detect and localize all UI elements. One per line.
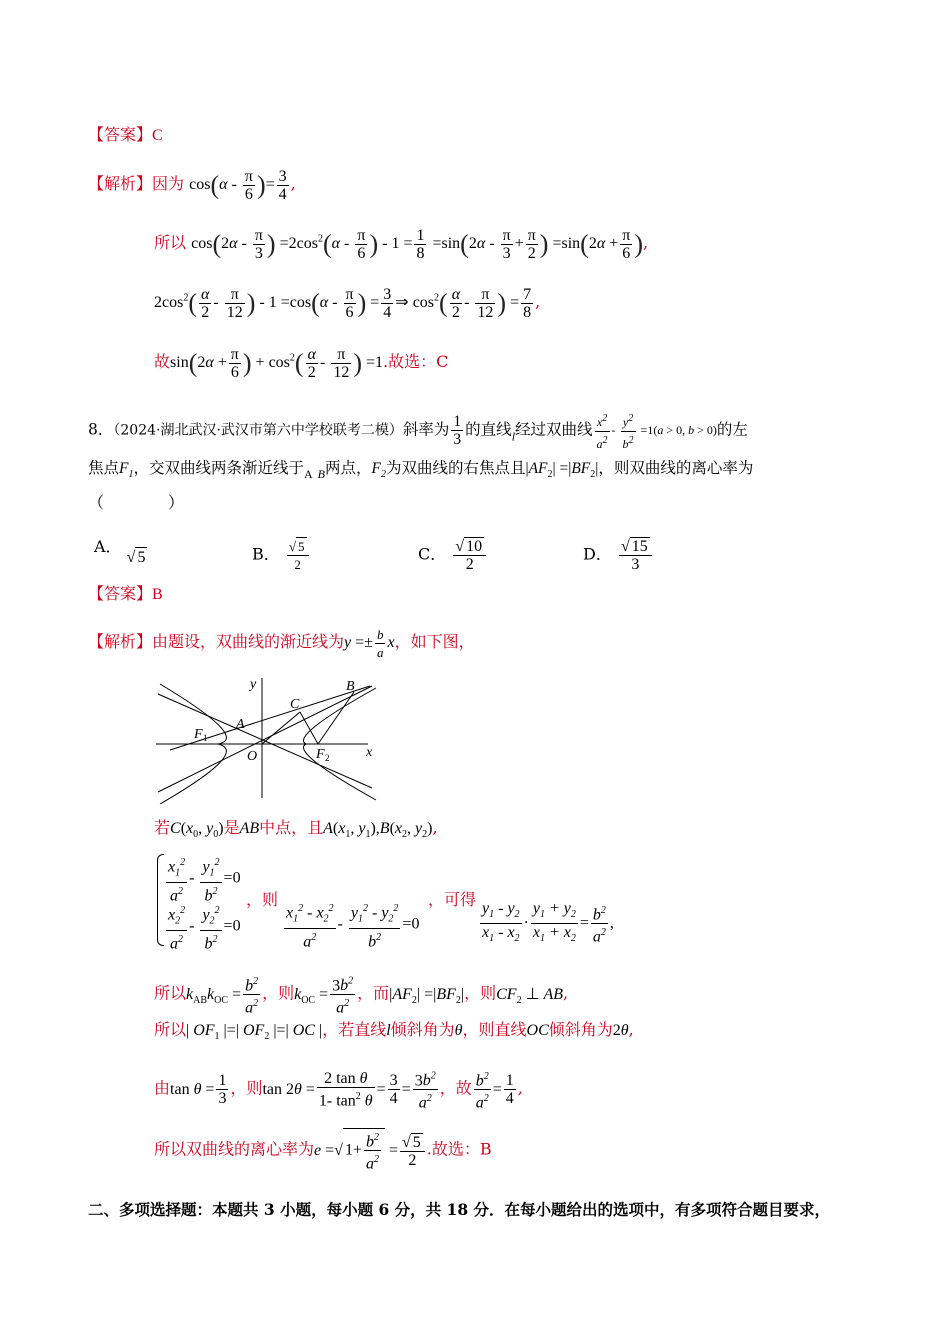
f2-symbol: $F_2$ <box>371 460 386 481</box>
system-eq-2: $\frac{x_2^2}{a^2}$ - $\frac{y_2^2}{b^2}$ =0 <box>164 902 241 952</box>
tan-theta: tan θ = $\frac{1}{3}$ <box>170 1072 227 1108</box>
stem-text: 焦点 <box>88 459 120 477</box>
q8-answer <box>88 584 163 605</box>
answer-value: C <box>152 127 163 144</box>
solution-text: 所以双曲线的离心率为 <box>154 1139 315 1159</box>
q8-solution-4: 所以$k_{AB}k_{OC}$ = $\frac{b^2}{a^2}$ ，则$k_{OC}$ = $\frac{3b^2}{a^2}$ ，而$|AF_2| =|BF_2|$，则$CF_2$ ⊥ AB, <box>154 973 568 1017</box>
slope-fraction: $\frac{1}{3}$ <box>453 412 462 448</box>
question-number: 8． <box>88 420 114 439</box>
stem-text: 两点， <box>324 459 372 477</box>
system-eq-1: $\frac{x_1^2}{a^2}$ - $\frac{y_1^2}{b^2}$ =0 <box>164 854 241 904</box>
analysis-label: 【解析】 <box>88 632 153 652</box>
point-a: A <box>304 467 313 481</box>
option-d-value: $\frac{√ 15}{3}$ <box>619 537 652 573</box>
stem-text: 的左 <box>716 420 748 439</box>
label-f1-subscript: 1 <box>203 733 208 743</box>
koc-equation: $k_{OC}$ = $\frac{3b^2}{a^2}$ <box>294 986 357 1003</box>
q8-blank: （ ） <box>88 493 185 512</box>
analysis-text: 由题设，双曲线的渐近线为 <box>152 632 345 652</box>
text-so: 所以 <box>154 233 187 253</box>
solution-text: ，若直线 <box>322 1020 387 1039</box>
formula-q7-4: sin(2α + $\frac{\pi}{6}$ ) + $\cos^2$( $\frac{\alpha}{2}$ - $\frac{\pi}{12}$ ) =1 <box>170 346 384 381</box>
option-a-value: √ 5 <box>126 549 146 566</box>
solution-text: .故选：B <box>426 1139 492 1159</box>
solution-text: ，故 <box>439 1078 472 1098</box>
q7-analysis-line2: 所以 cos(2α - $\frac{\pi}{3}$ ) $=2\cos^2(\alpha$ - $\frac{\pi}{6}$ ) - 1 = $\frac{1}{8}$ =sin(2α - $\frac{\pi}{3}$ + $\frac{\pi}{2}$ ) =sin(2α + $\frac{\pi}{6}$ ), <box>154 227 649 262</box>
solution-text: 由 <box>154 1078 171 1098</box>
q8-analysis-intro <box>88 626 475 661</box>
text-because: 因为 <box>152 174 185 194</box>
q8-solution-1: 若$C(x_0$, $y_0$)是AB中点，且$A(x_1$, $y_1),B(x_2$, $y_2$), <box>154 818 438 841</box>
line-l: l <box>511 429 516 444</box>
q8-stem-line2 <box>88 458 753 485</box>
solution-text: 所以 <box>154 1020 187 1039</box>
formula-q7-2: cos(2α - $\frac{\pi}{3}$ ) $=2\cos^2(\alpha$ - $\frac{\pi}{6}$ ) - 1 = $\frac{1}{8}$ =sin(2α - $\frac{\pi}{3}$ + $\frac{\pi}{2}$ ) =sin(2α + $\frac{\pi}{6}$ ) <box>191 227 643 262</box>
q8-solution-7 <box>154 1128 492 1173</box>
asymptote-formula: y =± $\frac{b}{a}$ x <box>344 627 395 660</box>
formula-q7-1: cos(α - $\frac{\pi}{6}$ )= $\frac{3}{4}$ <box>189 168 287 203</box>
answer-label: 【答案】 <box>88 584 153 603</box>
q8-solution-5: 所以| $OF_1$ |=| $OF_2$ |=| OC |，若直线l倾斜角为θ，则直线OC倾斜角为2θ, <box>154 1020 634 1043</box>
symbol-l: l <box>386 1022 391 1039</box>
solution-text: 中点，且 <box>259 818 324 837</box>
segment-bf2 <box>318 692 354 744</box>
solution-text: 所以 <box>154 983 187 1003</box>
asymptote-pos <box>158 686 372 792</box>
solution-text: 是 <box>223 818 240 837</box>
of1-of2-oc-equal: | $OF_1$ |=| $OF_2$ |=| OC | <box>186 1022 323 1043</box>
condition-af2-bf2: $|AF_2| =|BF_2|$ <box>525 460 599 481</box>
stem-text: 斜率为 <box>402 420 450 439</box>
kab-koc-equation: $k_{AB}k_{OC}$ = $\frac{b^2}{a^2}$ <box>186 986 262 1003</box>
stem-text: 的直线 <box>465 420 512 439</box>
eccentricity-formula: e =√ 1+ $\frac{b^2}{a^2}$ = $\frac{√ 5}{2}$ <box>314 1142 427 1159</box>
solution-text: 倾斜角为 <box>390 1020 455 1039</box>
solution-text: ，可得 <box>428 890 477 909</box>
stem-text: ，交双曲线两条渐近线于 <box>133 459 304 477</box>
label-x: x <box>366 745 373 760</box>
points-ab-coords: $A(x_1$, $y_1),B(x_2$, $y_2$) <box>323 820 433 841</box>
option-a[interactable] <box>94 537 147 566</box>
q8-stem-line1 <box>88 410 748 453</box>
solution-text: ，则 <box>230 1078 263 1098</box>
solution-text: ，则 <box>246 890 279 909</box>
q7-answer <box>88 125 163 146</box>
label-a: A <box>236 717 245 732</box>
point-c-coords: $C(x_0$, $y_0$) <box>170 820 224 841</box>
formula-q7-3: $2\cos^2$( $\frac{\alpha}{2}$ - $\frac{\pi}{12}$ ) - 1 =cos(α - $\frac{\pi}{6}$ ) = $\frac{3}{4}$ ⇒ $\cos^2$( $\frac{\alpha}{2}$ - $\frac{\pi}{12}$ ) = $\frac{7}{8}$ <box>154 286 532 321</box>
solution-text: 倾斜角为 <box>548 1020 613 1039</box>
tan-2theta: tan 2θ = $\frac{\text{2 tan θ}}{1- \tan^2 \theta}$ = $\frac{3}{4}$ = $\frac{3b^2}{a^2}$ <box>262 1081 439 1098</box>
label-b: B <box>346 679 355 694</box>
q7-analysis-line4 <box>154 346 448 381</box>
solution-text: ，则 <box>464 983 497 1003</box>
option-c-value: $\frac{√ 10}{2}$ <box>453 537 486 573</box>
q7-analysis-line1: 【解析】因为 cos(α - $\frac{\pi}{6}$ )= $\frac{3}{4}$ , <box>88 168 296 203</box>
q8-solution-3 <box>428 890 476 910</box>
f1-symbol: $F_1$ <box>119 460 134 481</box>
q8-solution-2 <box>246 890 278 910</box>
label-f2: F <box>316 747 325 762</box>
system-brace <box>157 854 164 946</box>
q8-solution-6: 由tan θ = $\frac{1}{3}$ ，则tan 2θ = $\frac{\text{2 tan θ}}{1- \tan^2 \theta}$ = $\frac{3}{4}$ = $\frac{3b^2}{a^2}$ ，故 $\frac{b^2}{a^2}$ = $\frac{1}{4}$ , <box>154 1068 523 1112</box>
label-f1: F <box>194 727 203 742</box>
answer-label: 【答案】 <box>88 125 153 144</box>
option-a-label: A． <box>94 537 122 556</box>
option-b-value: $\frac{√ 5}{2}$ <box>287 537 309 573</box>
cf2-perp-ab: $CF_2$ ⊥ AB <box>496 985 564 1006</box>
option-c-label: C． <box>418 544 447 564</box>
label-c: C <box>290 697 300 712</box>
analysis-text: ，如下图， <box>394 632 475 652</box>
label-o: O <box>247 749 258 764</box>
symbol-2theta: 2θ <box>612 1022 629 1039</box>
solution-text: 若 <box>154 818 171 837</box>
solution-text: ，则直线 <box>462 1020 527 1039</box>
option-b[interactable] <box>252 537 311 573</box>
b2-over-a2: $\frac{b^2}{a^2}$ = $\frac{1}{4}$ <box>472 1081 518 1098</box>
section-2-heading: 二、多项选择题：本题共 3 小题，每小题 6 分，共 18 分．在每小题给出的选项中，有多项符合题目要求， <box>88 1200 831 1219</box>
option-c[interactable] <box>418 537 488 573</box>
analysis-label: 【解析】 <box>88 174 153 194</box>
stem-text: 经过双曲线 <box>515 420 593 439</box>
difference-equation: $\frac{x_1^2 - x_2^2}{a^2}$ - $\frac{y_1^2 - y_2^2}{b^2}$ =0 <box>282 900 419 950</box>
q7-analysis-line3: $2\cos^2$( $\frac{\alpha}{2}$ - $\frac{\pi}{12}$ ) - 1 =cos(α - $\frac{\pi}{6}$ ) = $\frac{3}{4}$ ⇒ $\cos^2$( $\frac{\alpha}{2}$ - $\frac{\pi}{12}$ ) = $\frac{7}{8}$ , <box>154 286 541 321</box>
answer-value: B <box>152 586 163 603</box>
option-b-label: B． <box>252 544 280 564</box>
label-y: y <box>250 677 257 692</box>
stem-text: 为双曲线的右焦点且 <box>385 459 526 477</box>
point-b: B <box>317 467 325 481</box>
option-d-label: D． <box>583 544 612 564</box>
symbol-oc: OC <box>526 1022 549 1039</box>
symbol-theta: θ <box>454 1022 463 1039</box>
stem-text: ，则双曲线的离心率为 <box>598 459 754 477</box>
af2-bf2-equal: $|AF_2| =|BF_2|$ <box>389 985 465 1006</box>
solution-text: ，而 <box>357 983 390 1003</box>
hyperbola-equation: $\frac{x^2}{a^2}$ - $\frac{y^2}{b^2}$ =1(a > 0, b > 0) <box>593 423 717 437</box>
segment-ab: AB <box>239 820 260 837</box>
solution-text: ，则 <box>262 983 295 1003</box>
question-source: （2024·湖北武汉·武汉市第六中学校联考二模） <box>113 422 403 439</box>
label-f2-subscript: 2 <box>325 753 330 763</box>
text-choose-c: .故选：C <box>383 352 449 372</box>
option-d[interactable] <box>583 537 654 573</box>
segment-oc <box>262 712 300 744</box>
hyperbola-figure <box>150 672 390 804</box>
text-therefore: 故 <box>154 352 171 372</box>
slope-product-equation: $\frac{y_1 - y_2}{x_1 - x_2}$ · $\frac{y_1 + y_2}{x_1 + x_2}$ = $\frac{b^2}{a^2}$ , <box>482 900 614 946</box>
